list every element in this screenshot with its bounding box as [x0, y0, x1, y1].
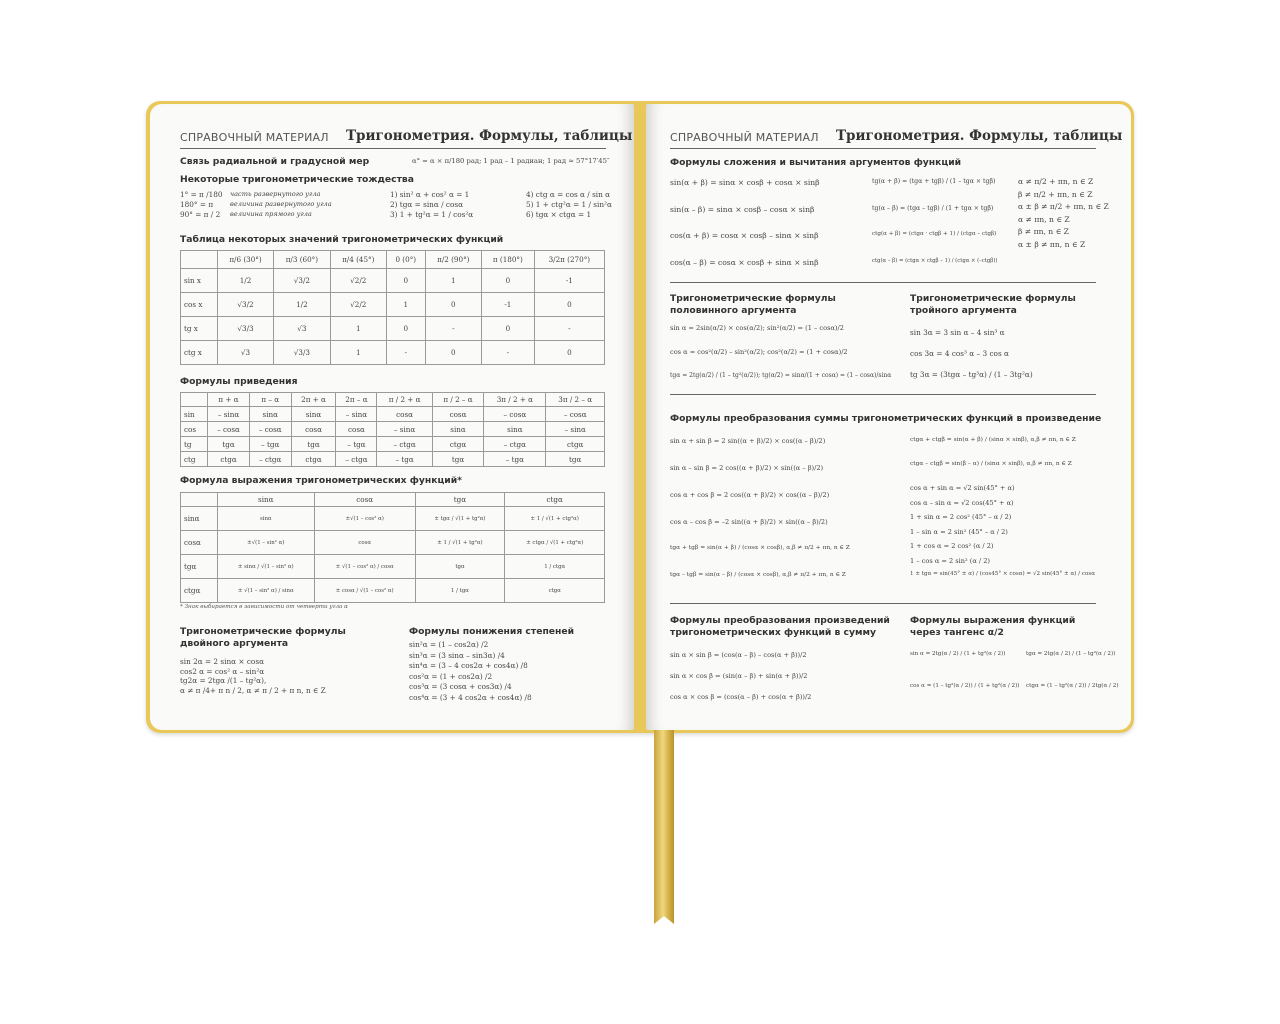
table-cell: √3/3: [274, 341, 330, 365]
formula-line: α ≠ πn, n ∈ Z: [1018, 214, 1070, 224]
identity-desc: величина развернутого угла: [230, 200, 332, 208]
table-cell: 1: [330, 317, 386, 341]
table-cell: tgα: [415, 555, 505, 579]
left-header-title: Тригонометрия. Формулы, таблицы: [346, 128, 633, 144]
column-header: [181, 251, 218, 269]
formula-line: tg(α + β) = (tgα + tgβ) / (1 – tgα × tgβ): [872, 178, 996, 185]
section-relation: Связь радиальной и градусной мер: [180, 156, 370, 167]
table-cell: 1 / tgα: [415, 579, 505, 603]
table-cell: √3/2: [274, 269, 330, 293]
table-row: [181, 407, 605, 422]
table-row: [181, 437, 605, 452]
row-header-cell: tg: [181, 437, 208, 452]
formula-line: cos α + sin α = √2 sin(45° + α): [910, 484, 1015, 492]
identity-desc: величина прямого угла: [230, 210, 312, 218]
section-sum: Формулы преобразования суммы тригонометрических функций в произведение: [670, 413, 1102, 424]
formula-line: sin(α + β) = sinα × cosβ + cosα × sinβ: [670, 178, 820, 187]
row-header-cell: sin x: [181, 269, 218, 293]
identity-formula: 4) ctg α = cos α / sin α: [526, 190, 611, 199]
formula-line: tg(α – β) = (tgα – tgβ) / (1 + tgα × tgβ): [872, 204, 994, 212]
half-formulas: [670, 324, 891, 396]
formula-line: cos α = (1 – tg²(α / 2)) / (1 + tg²(α / 2)): [910, 683, 1020, 689]
formula-line: ctg(α – β) = (ctgα × ctgβ – 1) / (ctgα × (–ctgβ)): [872, 257, 998, 264]
column-header: [181, 393, 208, 407]
formula-line: cos2 α = cos² α – sin²α: [180, 666, 265, 676]
double-formulas: [180, 657, 326, 695]
table-cell: ctgα: [546, 437, 605, 452]
formula-line: sin(α – β) = sinα × cosβ – cosα × sinβ: [670, 204, 815, 214]
column-header: π / 2 – α: [432, 393, 484, 407]
formula-line: ctgα – ctgβ = sin(β – α) / (sinα × sinβ), α,β ≠ πn, n ∈ Z: [910, 461, 1072, 467]
table-cell: – ctgα: [484, 437, 546, 452]
table-cell: ± 1 / √(1 + tg²α): [415, 531, 505, 555]
table-cell: – sinα: [377, 422, 432, 437]
table-cell: tgα: [432, 452, 484, 467]
column-header: π – α: [249, 393, 291, 407]
row-header-cell: sin: [181, 407, 208, 422]
table-row: [181, 341, 605, 365]
section-half: Тригонометрические формулы половинного аргумента: [670, 293, 836, 316]
formula-line: cos α + cos β = 2 cos((α + β)/2) × cos((α – β)/2): [670, 491, 830, 499]
table-cell: sinα: [217, 507, 314, 531]
table-cell: – tgα: [484, 452, 546, 467]
table-cell: ctgα: [208, 452, 250, 467]
table-cell: 0: [534, 293, 604, 317]
left-header-small: СПРАВОЧНЫЙ МАТЕРИАЛ: [180, 131, 329, 144]
formula-line: 1 – sin α = 2 sin² (45° – α / 2): [910, 527, 1008, 536]
table-cell: 0: [425, 341, 481, 365]
table-cell: – tgα: [377, 452, 432, 467]
table-cell: – cosα: [208, 422, 250, 437]
row-header-cell: cos x: [181, 293, 218, 317]
column-header: 0 (0°): [386, 251, 425, 269]
column-header: π (180°): [482, 251, 535, 269]
identity-desc: часть развернутого угла: [230, 190, 321, 198]
table-cell: 1: [425, 269, 481, 293]
formula-line: cos(α + β) = cosα × cosβ – sinα × sinβ: [670, 231, 819, 240]
formula-line: α ≠ π/2 + πn, n ∈ Z: [1018, 177, 1094, 186]
table-cell: 0: [482, 317, 535, 341]
formula-line: sin α × sin β = (cos(α – β) – cos(α + β))/2: [670, 651, 807, 659]
table-cell: cosα: [314, 531, 415, 555]
formula-line: tg2α = 2tgα /(1 – tg²α),: [180, 676, 267, 685]
table-cell: ±√(1 – cos² α): [314, 507, 415, 531]
table-row: [181, 317, 605, 341]
table-cell: 0: [534, 341, 604, 365]
table-cell: cosα: [432, 407, 484, 422]
identities-desc: [230, 190, 332, 220]
table-cell: cosα: [291, 422, 336, 437]
right-header-title: Тригонометрия. Формулы, таблицы: [836, 128, 1123, 144]
identity-value: 1° = π /180: [180, 190, 223, 199]
column-header: sinα: [217, 493, 314, 507]
column-header: 3π / 2 + α: [484, 393, 546, 407]
section-product: Формулы преобразования произведений тригонометрических функций в сумму: [670, 615, 890, 638]
reduction-table: [180, 392, 605, 467]
column-header: 3π / 2 – α: [546, 393, 605, 407]
table-cell: -: [386, 341, 425, 365]
table-cell: ctgα: [432, 437, 484, 452]
section-triple: Тригонометрические формулы тройного аргумента: [910, 293, 1076, 316]
column-header: [181, 493, 218, 507]
right-page: [646, 104, 1131, 730]
power-formulas: [409, 640, 532, 703]
section-identities: Некоторые тригонометрические тождества: [180, 174, 414, 185]
formula-line: β ≠ π/2 + πn, n ∈ Z: [1018, 189, 1093, 199]
table-row: [181, 293, 605, 317]
formula-line: sin²α = (1 – cos2α) /2: [409, 640, 489, 649]
table-row: [181, 531, 605, 555]
sum-left-formulas: [670, 437, 850, 599]
identities-mid: [390, 190, 473, 220]
formula-line: α ± β ≠ π/2 + πn, n ∈ Z: [1018, 202, 1109, 211]
table-cell: ±√(1 – sin² α): [217, 531, 314, 555]
table-cell: – sinα: [546, 422, 605, 437]
table-cell: 1: [386, 293, 425, 317]
table-cell: -1: [482, 293, 535, 317]
table-cell: 1/2: [217, 269, 273, 293]
section-values: Таблица некоторых значений тригонометрических функций: [180, 234, 504, 245]
formula-line: 1 – cos α = 2 sin² (α / 2): [910, 556, 990, 565]
column-header: 2π + α: [291, 393, 336, 407]
formula-line: sin³α = (3 sinα – sin3α) /4: [409, 650, 505, 660]
table-cell: 0: [386, 269, 425, 293]
table-cell: ± tgα / √(1 + tg²α): [415, 507, 505, 531]
formula-line: cos α – sin α = √2 cos(45° + α): [910, 498, 1014, 507]
row-header-cell: tg x: [181, 317, 218, 341]
identity-formula: 3) 1 + tg²α = 1 / cos²α: [390, 210, 474, 219]
formula-line: α ± β ≠ πn, n ∈ Z: [1018, 239, 1086, 249]
formula-line: tg 3α = (3tgα – tg³α) / (1 – 3tg²α): [910, 370, 1033, 379]
identity-formula: 1) sin² α + cos² α = 1: [390, 190, 470, 199]
table-cell: sinα: [291, 407, 336, 422]
footnote: * Знак выбирается в зависимости от четверти угла α: [180, 604, 348, 610]
formula-line: α ≠ π /4+ π n / 2, α ≠ π / 2 + π n, n ∈ Z: [180, 685, 326, 695]
sum-right-formulas: [910, 437, 1095, 586]
formula-line: ctgα + ctgβ = sin(α + β) / (sinα × sinβ), α,β ≠ πn, n ∈ Z: [910, 437, 1076, 443]
section-power: Формулы понижения степеней: [409, 626, 575, 637]
column-header: π/6 (30°): [217, 251, 273, 269]
table-cell: – sinα: [336, 407, 377, 422]
table-row: [181, 507, 605, 531]
formula-line: ctgα = (1 – tg²(α / 2)) / 2tg(α / 2): [1026, 683, 1119, 689]
formula-line: cos α = cos²(α/2) – sin²(α/2); cos²(α/2) = (1 + cosα)/2: [670, 348, 848, 356]
table-cell: √3: [274, 317, 330, 341]
table-cell: ctgα: [291, 452, 336, 467]
triple-formulas: [910, 328, 1033, 391]
formula-line: sin α = 2sin(α/2) × cos(α/2); sin²(α/2) = (1 – cosα)/2: [670, 324, 844, 332]
table-row: [181, 452, 605, 467]
table-cell: √3/3: [217, 317, 273, 341]
right-header-small: СПРАВОЧНЫЙ МАТЕРИАЛ: [670, 131, 819, 144]
row-header-cell: ctg: [181, 452, 208, 467]
table-cell: – ctgα: [377, 437, 432, 452]
table-cell: ctgα: [505, 579, 605, 603]
formula-line: cos 3α = 4 cos³ α – 3 cos α: [910, 349, 1009, 358]
addition-col1: [670, 178, 820, 284]
column-header: π/3 (60°): [274, 251, 330, 269]
table-cell: ± ctgα / √(1 + ctg²α): [505, 531, 605, 555]
formula-line: sin 3α = 3 sin α – 4 sin³ α: [910, 328, 1005, 337]
row-header-cell: tgα: [181, 555, 218, 579]
identities-right: [526, 190, 612, 220]
identity-formula: 5) 1 + ctg²α = 1 / sin²α: [526, 200, 612, 209]
product-formulas: [670, 651, 811, 714]
table-cell: tgα: [291, 437, 336, 452]
column-header: π + α: [208, 393, 250, 407]
column-header: π / 2 + α: [377, 393, 432, 407]
table-cell: 1: [330, 341, 386, 365]
table-cell: 0: [386, 317, 425, 341]
table-cell: -: [482, 341, 535, 365]
column-header: π/2 (90°): [425, 251, 481, 269]
formula-line: sin α – sin β = 2 cos((α + β)/2) × sin((α – β)/2): [670, 464, 824, 472]
left-header-rule: [180, 148, 606, 149]
table-row: [181, 555, 605, 579]
table-row: [181, 269, 605, 293]
table-cell: √2/2: [330, 293, 386, 317]
table-cell: – cosα: [249, 422, 291, 437]
rule: [670, 282, 1096, 283]
identity-formula: 6) tgα × ctgα = 1: [526, 210, 592, 219]
table-cell: cosα: [377, 407, 432, 422]
table-cell: 0: [482, 269, 535, 293]
formula-line: β ≠ πn, n ∈ Z: [1018, 227, 1069, 236]
left-page: [150, 104, 634, 730]
section-tangent: Формулы выражения функций через тангенс α/2: [910, 615, 1076, 638]
table-cell: ± √(1 – sin² α) / sinα: [217, 579, 314, 603]
table-cell: tgα: [546, 452, 605, 467]
table-cell: 1/2: [274, 293, 330, 317]
rule: [670, 603, 1096, 604]
section-reduction: Формулы приведения: [180, 376, 298, 387]
table-cell: tgα: [208, 437, 250, 452]
column-header: π/4 (45°): [330, 251, 386, 269]
formula-line: cos α – cos β = –2 sin((α + β)/2) × sin((α – β)/2): [670, 518, 828, 526]
table-header-row: [181, 493, 605, 507]
table-cell: ± √(1 – cos² α) / cosα: [314, 555, 415, 579]
table-row: [181, 579, 605, 603]
column-header: cosα: [314, 493, 415, 507]
table-row: [181, 422, 605, 437]
formula-line: tgα + tgβ = sin(α + β) / (cosα × cosβ), α,β ≠ π/2 + πn, n ∈ Z: [670, 545, 850, 551]
table-cell: 0: [425, 293, 481, 317]
formula-line: sin 2α = 2 sinα × cosα: [180, 657, 264, 666]
table-cell: ± sinα / √(1 – sin² α): [217, 555, 314, 579]
formula-line: sin⁴α = (3 – 4 cos2α + cos4α) /8: [409, 661, 528, 670]
table-cell: – cosα: [484, 407, 546, 422]
table-cell: – cosα: [546, 407, 605, 422]
identities-left: [180, 190, 223, 220]
formula-line: 1 + cos α = 2 cos² (α / 2): [910, 542, 994, 550]
formula-line: cos⁴α = (3 + 4 cos2α + cos4α) /8: [409, 692, 532, 702]
identity-formula: 2) tgα = sinα / cosα: [390, 200, 464, 209]
table-cell: – sinα: [208, 407, 250, 422]
table-cell: 1 / ctgα: [505, 555, 605, 579]
column-header: 2π – α: [336, 393, 377, 407]
table-cell: √3/2: [217, 293, 273, 317]
formula-line: cos²α = (1 + cos2α) /2: [409, 671, 493, 681]
table-cell: √2/2: [330, 269, 386, 293]
formula-line: tgα – tgβ = sin(α – β) / (cosα × cosβ), α,β ≠ π/2 + πn, n ∈ Z: [670, 572, 846, 578]
values-table: [180, 250, 605, 365]
formula-line: sin α = 2tg(α / 2) / (1 + tg²(α / 2)): [910, 651, 1006, 657]
column-header: 3/2π (270°): [534, 251, 604, 269]
rule: [670, 394, 1096, 395]
formula-line: sin α × cos β = (sin(α – β) + sin(α + β))/2: [670, 672, 808, 680]
column-header: tgα: [415, 493, 505, 507]
table-cell: ± 1 / √(1 + ctg²α): [505, 507, 605, 531]
column-header: ctgα: [505, 493, 605, 507]
table-cell: sinα: [432, 422, 484, 437]
table-cell: cosα: [336, 422, 377, 437]
table-cell: -: [425, 317, 481, 341]
row-header-cell: cosα: [181, 531, 218, 555]
formula-line: tgα = 2tg(α / 2) / (1 – tg²(α / 2)): [1026, 651, 1116, 657]
table-cell: -1: [534, 269, 604, 293]
table-cell: – ctgα: [249, 452, 291, 467]
table-cell: – ctgα: [336, 452, 377, 467]
row-header-cell: ctg x: [181, 341, 218, 365]
table-cell: – tgα: [336, 437, 377, 452]
formula-line: sin α + sin β = 2 sin((α + β)/2) × cos((α – β)/2): [670, 437, 826, 445]
formula-line: cos³α = (3 cosα + cos3α) /4: [409, 682, 512, 691]
bookmark-ribbon: [654, 728, 674, 924]
row-header-cell: cos: [181, 422, 208, 437]
table-cell: sinα: [249, 407, 291, 422]
relation-formula: α° = α × π/180 рад; 1 рад – 1 радиан; 1 рад ≈ 57°17′45″: [412, 157, 610, 165]
table-cell: ± cosα / √(1 – cos² α): [314, 579, 415, 603]
formula-line: tgα = 2tg(α/2) / (1 – tg²(α/2)); tg(α/2) = sinα/(1 + cosα) = (1 – cosα)/sinα: [670, 372, 892, 379]
identity-value: 180° = π: [180, 200, 214, 209]
row-header-cell: sinα: [181, 507, 218, 531]
table-header-row: [181, 251, 605, 269]
right-header-rule: [670, 148, 1096, 149]
section-expression: Формула выражения тригонометрических функций*: [180, 475, 462, 486]
formula-line: 1 + sin α = 2 cos² (45° – α / 2): [910, 513, 1012, 521]
addition-col3: [1018, 177, 1109, 252]
table-header-row: [181, 393, 605, 407]
section-addition: Формулы сложения и вычитания аргументов функций: [670, 157, 962, 168]
row-header-cell: ctgα: [181, 579, 218, 603]
formula-line: 1 ± tgα = sin(45° ± α) / (cos45° × cosα) = √2 sin(45° ± α) / cosα: [910, 571, 1095, 577]
section-double: Тригонометрические формулы двойного аргумента: [180, 626, 346, 649]
identity-value: 90° = π / 2: [180, 210, 221, 219]
table-cell: -: [534, 317, 604, 341]
formula-line: ctg(α + β) = (ctgα · ctgβ + 1) / (ctgα – ctgβ): [872, 231, 997, 237]
table-cell: – tgα: [249, 437, 291, 452]
expression-table: [180, 492, 605, 603]
formula-line: cos(α – β) = cosα × cosβ + sinα × sinβ: [670, 257, 819, 267]
addition-col2: [872, 178, 998, 284]
formula-line: cos α × cos β = (cos(α – β) + cos(α + β))/2: [670, 693, 812, 701]
table-cell: sinα: [484, 422, 546, 437]
table-cell: √3: [217, 341, 273, 365]
